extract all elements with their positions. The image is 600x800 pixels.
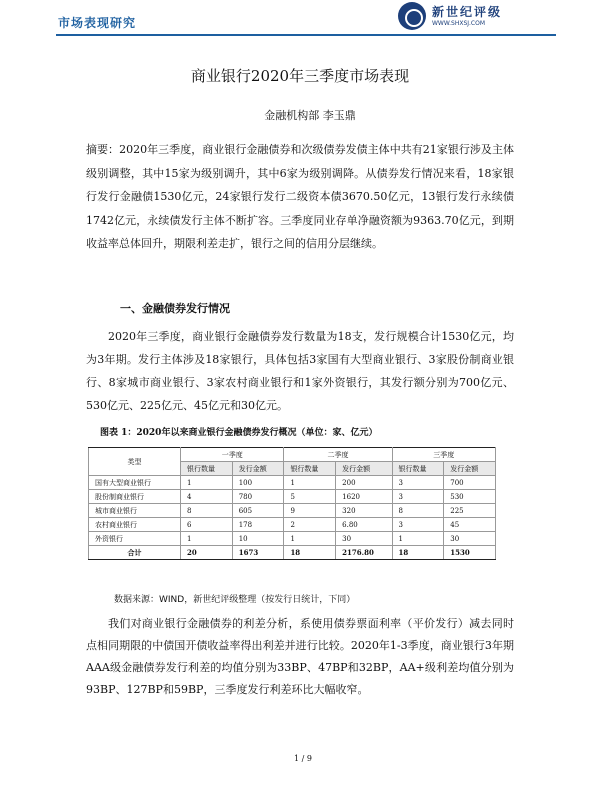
table-group-header: 一季度 <box>181 448 284 462</box>
table-cell: 5 <box>284 490 336 504</box>
table-cell: 6 <box>181 518 233 532</box>
table-cell: 1 <box>181 532 233 546</box>
table-body <box>89 476 496 546</box>
table-cell: 1620 <box>336 490 392 504</box>
table-row <box>89 476 496 490</box>
table-cell: 股份制商业银行 <box>89 490 181 504</box>
table-cell: 1 <box>284 476 336 490</box>
table-total-row <box>89 546 496 560</box>
section-heading: 一、金融债券发行情况 <box>120 302 230 315</box>
table-cell: 9 <box>284 504 336 518</box>
table-cell: 45 <box>444 518 496 532</box>
page-number: 1 / 9 <box>294 754 312 763</box>
header-section-title: 市场表现研究 <box>58 16 137 30</box>
table-row <box>89 490 496 504</box>
table-row <box>89 504 496 518</box>
issuance-table <box>88 447 496 560</box>
table-cell: 合计 <box>89 546 181 560</box>
document-title: 商业银行2020年三季度市场表现 <box>190 67 410 85</box>
table-cell: 1 <box>392 532 444 546</box>
table-group-header: 二季度 <box>284 448 392 462</box>
table-category-header: 类型 <box>89 448 181 476</box>
table-cell: 1 <box>181 476 233 490</box>
table-cell: 200 <box>336 476 392 490</box>
table-cell: 700 <box>444 476 496 490</box>
table-subheader: 银行数量 <box>284 462 336 476</box>
table-cell: 农村商业银行 <box>89 518 181 532</box>
table-cell: 3 <box>392 476 444 490</box>
header-rule <box>56 34 556 36</box>
table-cell: 10 <box>232 532 284 546</box>
table-cell: 18 <box>392 546 444 560</box>
table-cell: 8 <box>392 504 444 518</box>
table-cell: 100 <box>232 476 284 490</box>
table-subheader: 银行数量 <box>392 462 444 476</box>
table-row <box>89 518 496 532</box>
table-subheader: 发行金额 <box>336 462 392 476</box>
table-cell: 2 <box>284 518 336 532</box>
table-cell: 225 <box>444 504 496 518</box>
logo-url: WWW.SHXSJ.COM <box>432 20 486 27</box>
body-paragraph-2: 我们对商业银行金融债券的利差分析，系使用债券票面利率（平价发行）减去同时点相同期限的中债国开债收益率得出利差并进行比较。2020年1-3季度，商业银行3年期AAA级金融债券发行利差的均值分别为33BP、47BP和32BP，AA+级利差均值分别为93BP、127BP和59BP，三季度发行利差环比大幅收窄。 <box>86 617 514 696</box>
table-subheader: 银行数量 <box>181 462 233 476</box>
table-cell: 8 <box>181 504 233 518</box>
table-cell: 605 <box>232 504 284 518</box>
body-paragraph-1: 2020年三季度，商业银行金融债券发行数量为18支，发行规模合计1530亿元，均为3年期。发行主体涉及18家银行，具体包括3家国有大型商业银行、3家股份制商业银行、8家城市商业银行、3家农村商业银行和1家外资银行，其发行额分别为700亿元、530亿元、225亿元、45亿元和30亿元。 <box>86 330 514 412</box>
table-cell: 30 <box>336 532 392 546</box>
table-cell: 530 <box>444 490 496 504</box>
table-header-row <box>89 448 496 462</box>
author-line: 金融机构部 李玉鼎 <box>264 109 356 122</box>
table-subheader: 发行金额 <box>232 462 284 476</box>
table-cell: 20 <box>181 546 233 560</box>
table-cell: 1530 <box>444 546 496 560</box>
table-cell: 城市商业银行 <box>89 504 181 518</box>
table-caption: 图表 1：2020年以来商业银行金融债券发行概况（单位：家、亿元） <box>100 428 378 438</box>
table-cell: 178 <box>232 518 284 532</box>
company-logo <box>398 2 548 32</box>
table-cell: 6.80 <box>336 518 392 532</box>
table-cell: 4 <box>181 490 233 504</box>
table-cell: 780 <box>232 490 284 504</box>
table-cell: 3 <box>392 490 444 504</box>
table-subheader: 发行金额 <box>444 462 496 476</box>
table-cell: 18 <box>284 546 336 560</box>
table-cell: 320 <box>336 504 392 518</box>
logo-emblem-icon <box>398 2 426 30</box>
table-cell: 国有大型商业银行 <box>89 476 181 490</box>
table-cell: 30 <box>444 532 496 546</box>
logo-name: 新世纪评级 <box>432 5 503 19</box>
table-group-header: 三季度 <box>392 448 495 462</box>
table-cell: 2176.80 <box>336 546 392 560</box>
table-cell: 1 <box>284 532 336 546</box>
table-row <box>89 532 496 546</box>
table-cell: 3 <box>392 518 444 532</box>
table-cell: 1673 <box>232 546 284 560</box>
data-source-note: 数据来源：WIND，新世纪评级整理（按发行日统计，下同） <box>114 595 356 605</box>
table-cell: 外资银行 <box>89 532 181 546</box>
abstract-paragraph: 摘要：2020年三季度，商业银行金融债券和次级债券发债主体中共有21家银行涉及主体级别调整，其中15家为级别调升，其中6家为级别调降。从债券发行情况来看，18家银行发行金融债1530亿元，24家银行发行二级资本债3670.50亿元，13银行发行永续债1742亿元，永续债发行主体不断扩容。三季度同业存单净融资额为9363.70亿元，到期收益率总体回升，期限利差走扩，银行之间的信用分层继续。 <box>86 143 514 250</box>
